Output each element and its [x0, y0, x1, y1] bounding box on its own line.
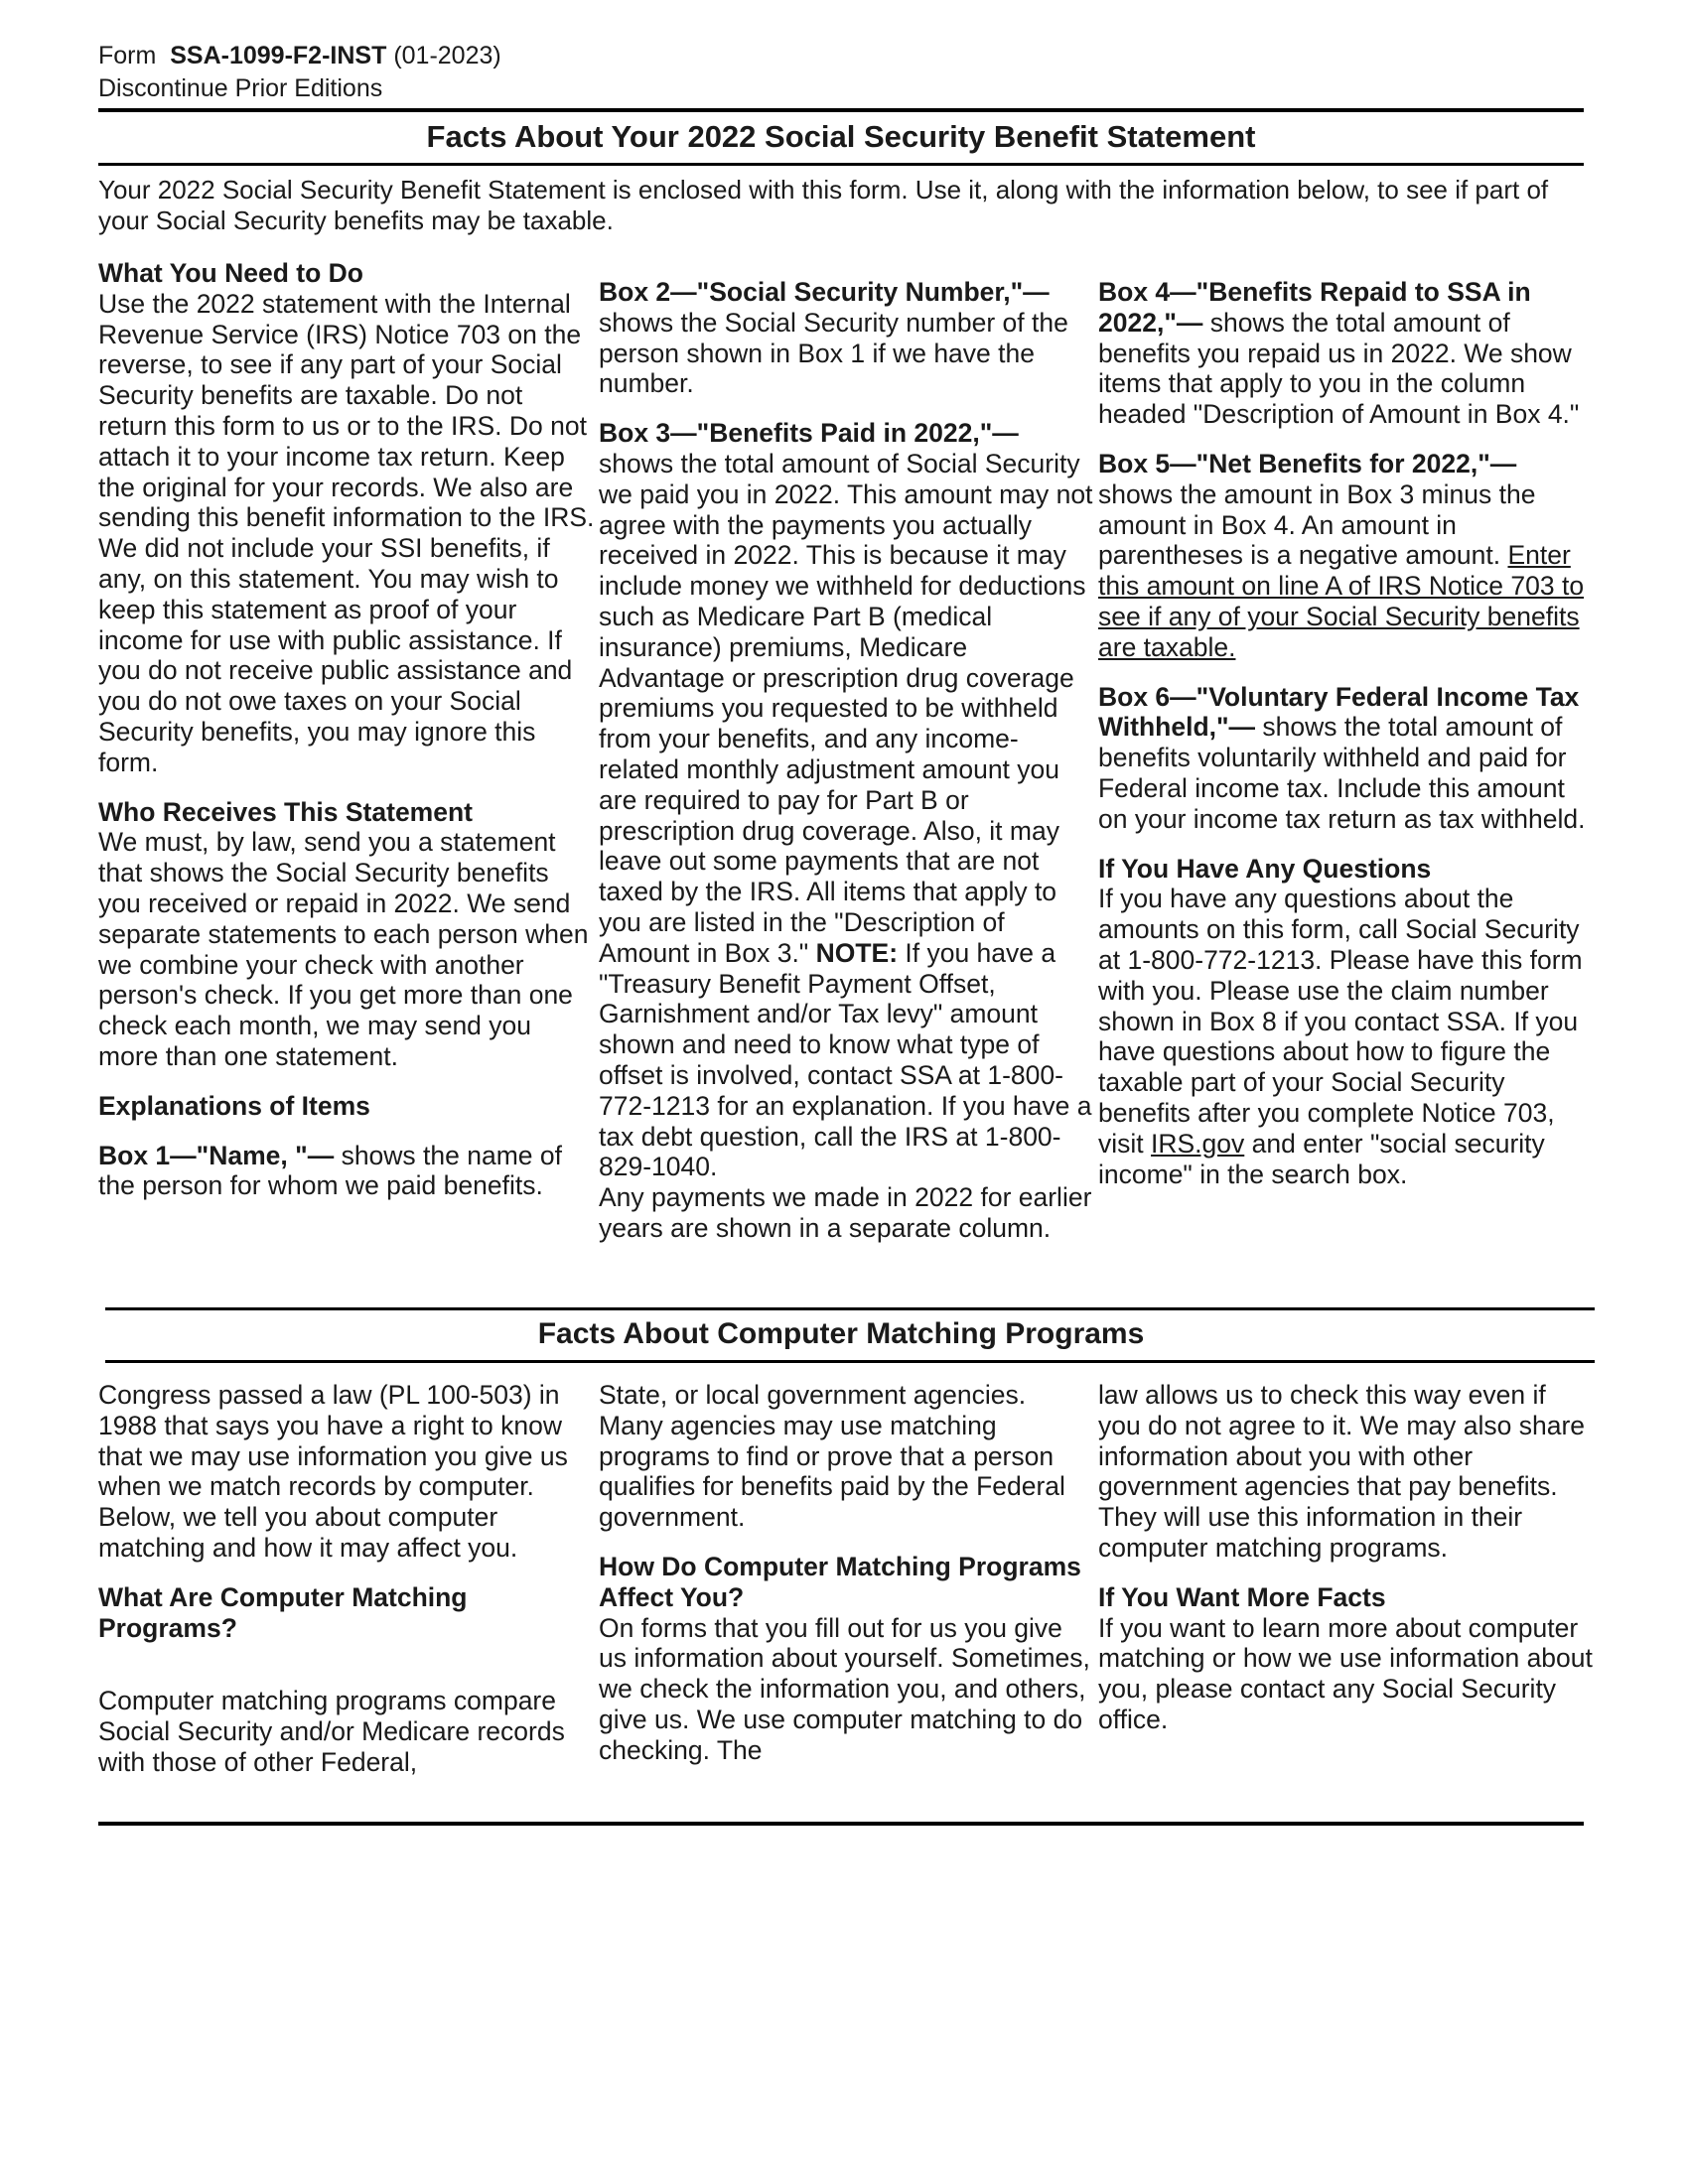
section2-column-1-continued [98, 1686, 595, 1777]
section1-column-2 [599, 277, 1095, 1244]
box2-paragraph [599, 277, 1095, 399]
more-facts-heading: If You Want More Facts [1098, 1581, 1386, 1612]
box6-paragraph [1098, 682, 1595, 835]
section1-title: Facts About Your 2022 Social Security Benefit Statement [426, 119, 1256, 154]
box3-paragraph [599, 418, 1095, 1182]
section1-title-rule [98, 163, 1584, 166]
form-date: (01-2023) [393, 42, 501, 69]
how-affect-heading: How Do Computer Matching Programs Affect You? [599, 1551, 1081, 1612]
box1-label: Box 1—"Name, "— [98, 1140, 335, 1170]
section2-column-1 [98, 1380, 595, 1643]
top-rule [98, 108, 1584, 112]
matching-intro-text: Congress passed a law (PL 100-503) in 1988 that says you have a right to know that we may use information you give us when we match records by computer. Below, we tell you about computer matching and how it may affect you. [98, 1380, 568, 1563]
box3-prior-years-text: Any payments we made in 2022 for earlier years are shown in a separate column. [599, 1182, 1092, 1243]
how-affect-text-start: On forms that you fill out for us you give us information about yourself. Sometimes, we check the information you, and others, give us. We use computer matching to do checking. The [599, 1612, 1090, 1765]
box1-text: shows the name of the person for whom we paid benefits. [98, 1140, 562, 1201]
box5-paragraph [1098, 449, 1595, 663]
what-are-matching-text-start: Computer matching programs compare Social Security and/or Medicare records with those of other Federal, [98, 1686, 565, 1777]
questions-text: If you have any questions about the amounts on this form, call Social Security at 1-800-772-1213. Please have this form with you. Please use the claim number shown in Box 8 if you contact SSA. If you have questions about how to figure the taxable part of your Social Security benefits after you complete Notice 703, visit [1098, 884, 1583, 1159]
bottom-rule [98, 1822, 1584, 1826]
who-receives-text: We must, by law, send you a statement that shows the Social Security benefits you received or repaid in 2022. We send separate statements to each person when we combine your check with another person's check. If you get more than one check each month, we may send you more than one statement. [98, 827, 589, 1071]
section2-title: Facts About Computer Matching Programs [537, 1317, 1145, 1350]
discontinue-note: Discontinue Prior Editions [98, 74, 383, 102]
box5-underlined-instruction: Enter this amount on line A of IRS Notice 703 to see if any of your Social Security benefits are taxable. [1098, 540, 1585, 662]
box4-text: shows the total amount of benefits you repaid us in 2022. We show items that apply to you in the column headed "Description of Amount in Box 4." [1098, 307, 1580, 430]
what-you-need-heading: What You Need to Do [98, 258, 363, 288]
box2-label: Box 2—"Social Security Number,"— [599, 277, 1050, 307]
section2-top-rule [105, 1307, 1595, 1310]
form-prefix: Form [98, 42, 157, 69]
irs-gov-link[interactable]: IRS.gov [1151, 1128, 1245, 1159]
section2-column-3 [1098, 1380, 1595, 1735]
who-receives-heading: Who Receives This Statement [98, 796, 473, 827]
questions-paragraph [1098, 884, 1595, 1189]
box3-note-text: If you have a "Treasury Benefit Payment Offset, Garnishment and/or Tax levy" amount shown and need to know what type of offset is involved, contact SSA at 1-800-772-1213 for an explanation. If you have a tax debt question, call the IRS at 1-800-829-1040. [599, 937, 1092, 1182]
box6-text: shows the total amount of benefits voluntarily withheld and paid for Federal income tax. Include this amount on your income tax return as tax withheld. [1098, 712, 1586, 834]
box5-text: shows the amount in Box 3 minus the amount in Box 4. An amount in parentheses is a negative amount. [1098, 478, 1536, 571]
section1-column-1 [98, 258, 595, 1201]
section1-intro: Your 2022 Social Security Benefit Statement is enclosed with this form. Use it, along with the information below, to see if part of your Social Security benefits may be taxable. [98, 175, 1549, 235]
form-identifier [98, 40, 501, 105]
explanations-heading: Explanations of Items [98, 1090, 370, 1121]
what-are-matching-text-end: State, or local government agencies. Many agencies may use matching programs to find or prove that a person qualifies for benefits paid by the Federal government. [599, 1380, 1065, 1533]
section2-column-2 [599, 1380, 1095, 1766]
box3-label: Box 3—"Benefits Paid in 2022,"— [599, 418, 1019, 449]
box2-text: shows the Social Security number of the person shown in Box 1 if we have the number. [599, 307, 1068, 399]
questions-text-end: and enter "social security income" in the search box. [1098, 1128, 1545, 1189]
what-are-matching-heading: What Are Computer Matching Programs? [98, 1581, 468, 1643]
more-facts-text: If you want to learn more about computer matching or how we use information about you, please contact any Social Security office. [1098, 1612, 1593, 1734]
box1-paragraph [98, 1141, 595, 1202]
box4-paragraph [1098, 277, 1595, 430]
box4-label: Box 4—"Benefits Repaid to SSA in 2022,"— [1098, 277, 1531, 338]
section2-title-rule [105, 1360, 1595, 1363]
box5-label: Box 5—"Net Benefits for 2022,"— [1098, 448, 1517, 478]
box6-label: Box 6—"Voluntary Federal Income Tax Withheld,"— [1098, 681, 1580, 743]
form-number: SSA-1099-F2-INST [170, 42, 387, 69]
section1-column-3 [1098, 277, 1595, 1189]
how-affect-text-end: law allows us to check this way even if you do not agree to it. We may also share information about you with other government agencies that pay benefits. They will use this information in their computer matching programs. [1098, 1380, 1586, 1563]
box3-text: shows the total amount of Social Security we paid you in 2022. This amount may not agree with the payments you actually received in 2022. This is because it may include money we withheld for deductions such as Medicare Part B (medical insurance) premiums, Medicare Advantage or prescription drug coverage premiums you requested to be withheld from your benefits, and any income-related monthly adjustment amount you are required to pay for Part B or prescription drug coverage. Also, it may leave out some payments that are not taxed by the IRS. All items that apply to you are listed in the "Description of Amount in Box 3." [599, 448, 1093, 968]
questions-heading: If You Have Any Questions [1098, 853, 1432, 884]
what-you-need-text: Use the 2022 statement with the Internal Revenue Service (IRS) Notice 703 on the reverse, to see if any part of your Social Security benefits are taxable. Do not return this form to us or to the IRS. Do not attach it to your income tax return. Keep the original for your records. We also are sending this benefit information to the IRS. We did not include your SSI benefits, if any, on this statement. You may wish to keep this statement as proof of your income for use with public assistance. If you do not receive public assistance and you do not owe taxes on your Social Security benefits, you may ignore this form. [98, 288, 595, 777]
box3-note-label: NOTE: [815, 937, 899, 968]
